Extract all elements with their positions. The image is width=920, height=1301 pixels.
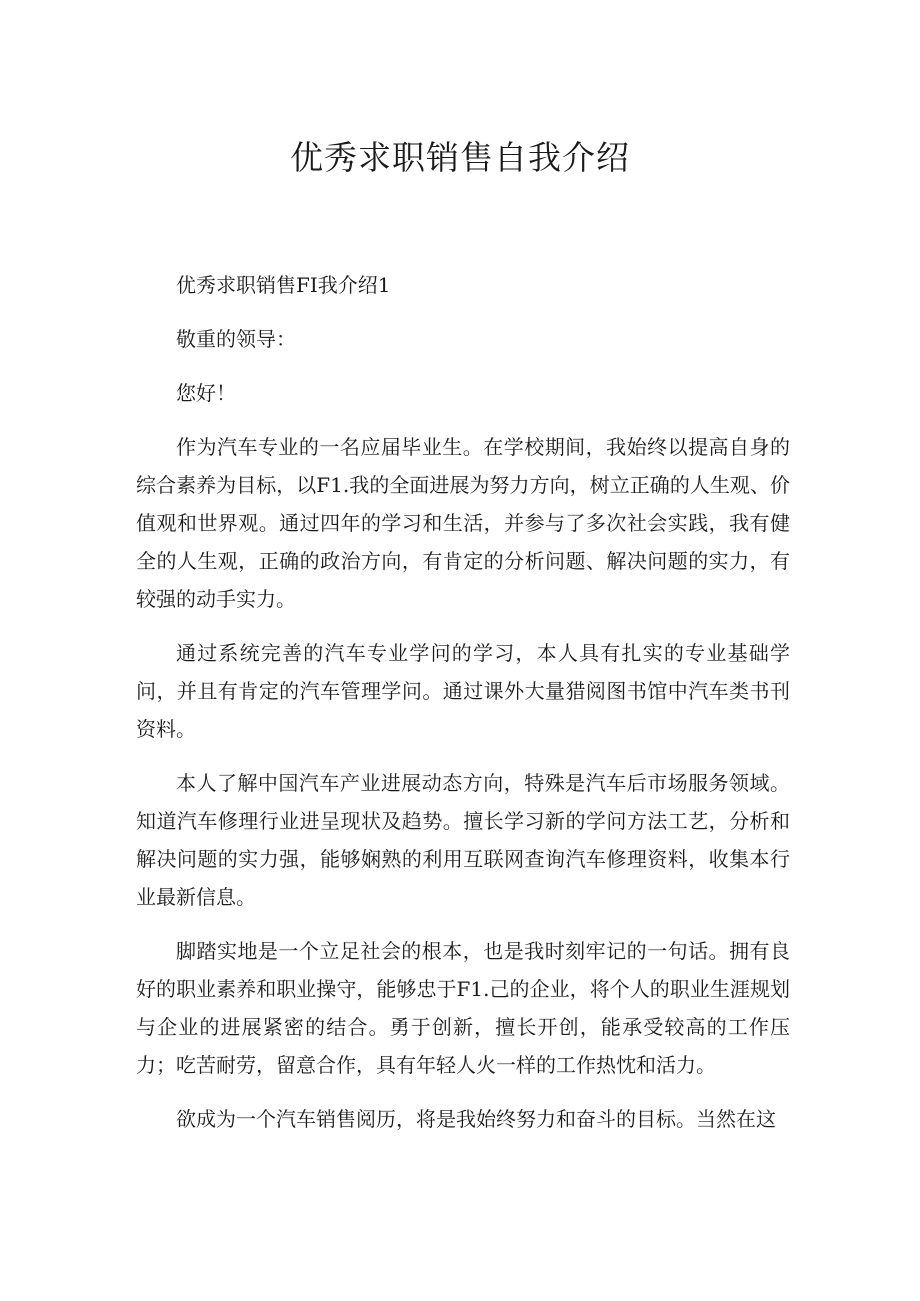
document-title: 优秀求职销售自我介绍 <box>290 138 630 177</box>
paragraph-body-2: 通过系统完善的汽车专业学问的学习，本人具有扎实的专业基础学问，并且有肯定的汽车管理学问。通过课外大量猎阅图书馆中汽车类书刊资料。 <box>136 641 790 741</box>
paragraph-salutation: 敬重的领导： <box>176 327 296 351</box>
paragraph-body-4: 脚踏实地是一个立足社会的根本，也是我时刻牢记的一句话。拥有良好的职业素养和职业操守，能够忠于F1.己的企业，将个人的职业生涯规划与企业的进展紧密的结合。勇于创新，擅长开创，能承受较高的工作压力；吃苦耐劳，留意合作，具有年轻人火一样的工作热忱和活力。 <box>136 939 790 1077</box>
paragraph-body-3: 本人了解中国汽车产业进展动态方向，特殊是汽车后市场服务领域。知道汽车修理行业进呈现状及趋势。擅长学习新的学问方法工艺，分析和解决问题的实力强，能够娴熟的利用互联网查询汽车修理资料，收集本行业最新信息。 <box>136 771 790 909</box>
paragraph-heading: 优秀求职销售FI我介绍1 <box>176 273 391 297</box>
paragraph-greeting: 您好！ <box>176 381 236 405</box>
paragraph-body-5: 欲成为一个汽车销售阅历，将是我始终努力和奋斗的目标。当然在这 <box>176 1107 776 1131</box>
paragraph-body-1: 作为汽车专业的一名应届毕业生。在学校期间，我始终以提高自身的综合素养为目标，以F1.我的全面进展为努力方向，树立正确的人生观、价值观和世界观。通过四年的学习和生活，并参与了多次社会实践，我有健全的人生观，正确的政治方向，有肯定的分析问题、解决问题的实力，有较强的动手实力。 <box>136 435 790 611</box>
document-body <box>136 266 790 1154</box>
